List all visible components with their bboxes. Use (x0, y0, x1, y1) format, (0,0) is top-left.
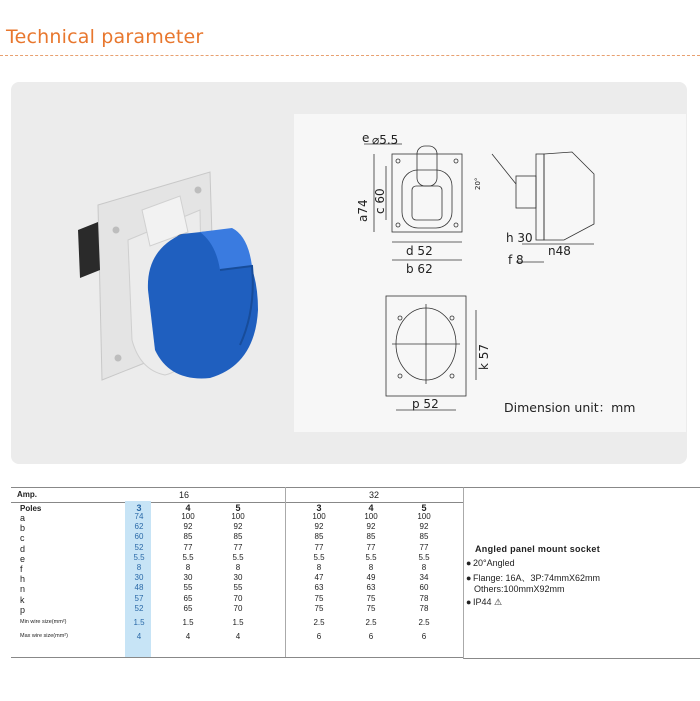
table-cell: 2.5 (313, 618, 325, 627)
poles-label: Poles (20, 504, 42, 513)
poles-cell: 3 (136, 503, 142, 513)
table-cell: 47 (314, 573, 324, 583)
table-cell: 77 (314, 542, 324, 552)
table-cell: 74 (134, 512, 144, 521)
row-label: k (20, 594, 25, 605)
label-b: b 62 (406, 262, 433, 276)
description-line: ● 20°Angled (466, 558, 515, 568)
table-cell: 78 (419, 603, 429, 613)
table-cell: 85 (366, 532, 376, 542)
table-cell: 8 (421, 563, 427, 572)
poles-cell: 3 (316, 503, 322, 513)
table-cell: 65 (183, 593, 193, 603)
table-cell: 6 (316, 632, 322, 641)
parameter-table (11, 487, 463, 657)
row-label: c (20, 533, 25, 544)
amp-header-row (11, 487, 463, 503)
row-label: n (20, 584, 26, 595)
table-cell: 100 (231, 512, 245, 521)
label-c: c 60 (373, 188, 387, 214)
table-cell: 34 (419, 573, 429, 583)
amp-32-label: 32 (369, 490, 380, 500)
table-cell: 49 (366, 573, 376, 583)
table-cell: 62 (134, 522, 144, 532)
label-e-value: ⌀5.5 (372, 133, 399, 147)
table-cell: 60 (419, 583, 429, 593)
table-cell: 85 (233, 532, 243, 542)
table-cell: 70 (233, 603, 243, 613)
table-cell: 77 (366, 542, 376, 552)
table-cell: 65 (183, 603, 193, 613)
table-cell: 30 (183, 573, 193, 583)
table-cell: 6 (368, 632, 374, 641)
label-angle: 20° (474, 177, 482, 190)
amp-label: Amp. (17, 490, 37, 499)
amp-16-label: 16 (179, 490, 190, 500)
table-cell: 63 (314, 583, 324, 593)
table-cell: 52 (134, 542, 144, 552)
table-cell: 75 (314, 603, 324, 613)
table-cell: 77 (419, 542, 429, 552)
table-cell: 100 (181, 512, 195, 521)
table-cell: 100 (364, 512, 378, 521)
table-cell: 85 (314, 532, 324, 542)
table-cell: 75 (366, 593, 376, 603)
label-n: n48 (548, 244, 571, 258)
table-cell: 55 (183, 583, 193, 593)
table-cell: 85 (419, 532, 429, 542)
label-k: k 57 (477, 343, 491, 370)
label-a: a74 (356, 199, 370, 222)
row-label: a (20, 513, 26, 523)
table-bottom-rule (11, 657, 463, 658)
description-line: Others:100mmX92mm (474, 584, 565, 594)
table-cell: 4 (136, 632, 142, 641)
table-cell: 30 (134, 573, 144, 583)
dimension-unit-note: Dimension unit：mm (504, 400, 636, 415)
table-cell: 78 (419, 593, 429, 603)
row-label: e (20, 553, 26, 564)
poles-cell: 5 (235, 503, 241, 513)
group-divider (285, 487, 286, 657)
label-e: e (362, 131, 370, 145)
table-cell: 92 (314, 522, 324, 532)
table-cell: 75 (314, 593, 324, 603)
table-cell: 6 (421, 632, 427, 641)
row-label: p (20, 604, 26, 615)
table-cell: 4 (235, 632, 241, 641)
poles-cell: 5 (421, 503, 427, 513)
page-title: Technical parameter (6, 26, 204, 48)
table-cell: 70 (233, 593, 243, 603)
table-cell: 100 (417, 512, 431, 521)
row-label: Min wire size(mm²) (20, 619, 67, 625)
table-cell: 92 (366, 522, 376, 532)
warning-icon: ⚠ (494, 597, 503, 607)
table-cell: 4 (185, 632, 191, 641)
table-cell: 1.5 (182, 618, 194, 627)
table-cell: 8 (316, 563, 322, 572)
table-cell: 8 (185, 563, 191, 572)
table-cell: 85 (183, 532, 193, 542)
product-photo (70, 170, 270, 395)
table-cell: 52 (134, 603, 144, 613)
description-title: Angled panel mount socket (475, 544, 601, 554)
title-divider (0, 55, 700, 56)
table-cell: 5.5 (232, 552, 244, 562)
label-f: f 8 (508, 253, 524, 267)
table-cell: 77 (233, 542, 243, 552)
table-cell: 1.5 (232, 618, 244, 627)
table-cell: 48 (134, 583, 144, 593)
table-cell: 5.5 (182, 552, 194, 562)
table-cell: 5.5 (133, 552, 145, 562)
description-line: ● Flange: 16A、3P:74mmX62mm (466, 573, 601, 583)
table-cell: 5.5 (365, 552, 377, 562)
row-label: b (20, 523, 26, 534)
table-cell: 8 (368, 563, 374, 572)
table-cell: 92 (419, 522, 429, 532)
table-cell: 2.5 (365, 618, 377, 627)
table-cell: 8 (235, 563, 241, 572)
table-cell: 60 (134, 532, 144, 542)
table-cell: 55 (233, 583, 243, 593)
table-cell: 92 (183, 522, 193, 532)
table-cell: 63 (366, 583, 376, 593)
table-cell: 75 (366, 603, 376, 613)
table-cell: 77 (183, 542, 193, 552)
poles-cell: 4 (368, 503, 374, 513)
description-line: ● IP44 ⚠ (466, 597, 503, 607)
row-label: Max wire size(mm²) (20, 633, 68, 639)
label-h: h 30 (506, 231, 533, 245)
table-cell: 5.5 (418, 552, 430, 562)
table-cell: 2.5 (418, 618, 430, 627)
row-label: d (20, 543, 26, 554)
table-cell: 5.5 (313, 552, 325, 562)
table-cell: 57 (134, 593, 144, 603)
table-cell: 92 (233, 522, 243, 532)
table-cell: 100 (312, 512, 326, 521)
dimension-drawing (294, 114, 686, 432)
row-label: f (20, 564, 23, 574)
poles-cell: 4 (185, 503, 191, 513)
table-cell: 8 (136, 563, 142, 572)
label-p: p 52 (412, 397, 439, 411)
table-cell: 1.5 (133, 618, 145, 627)
label-d: d 52 (406, 244, 433, 258)
row-label: h (20, 574, 26, 585)
table-cell: 30 (233, 573, 243, 583)
